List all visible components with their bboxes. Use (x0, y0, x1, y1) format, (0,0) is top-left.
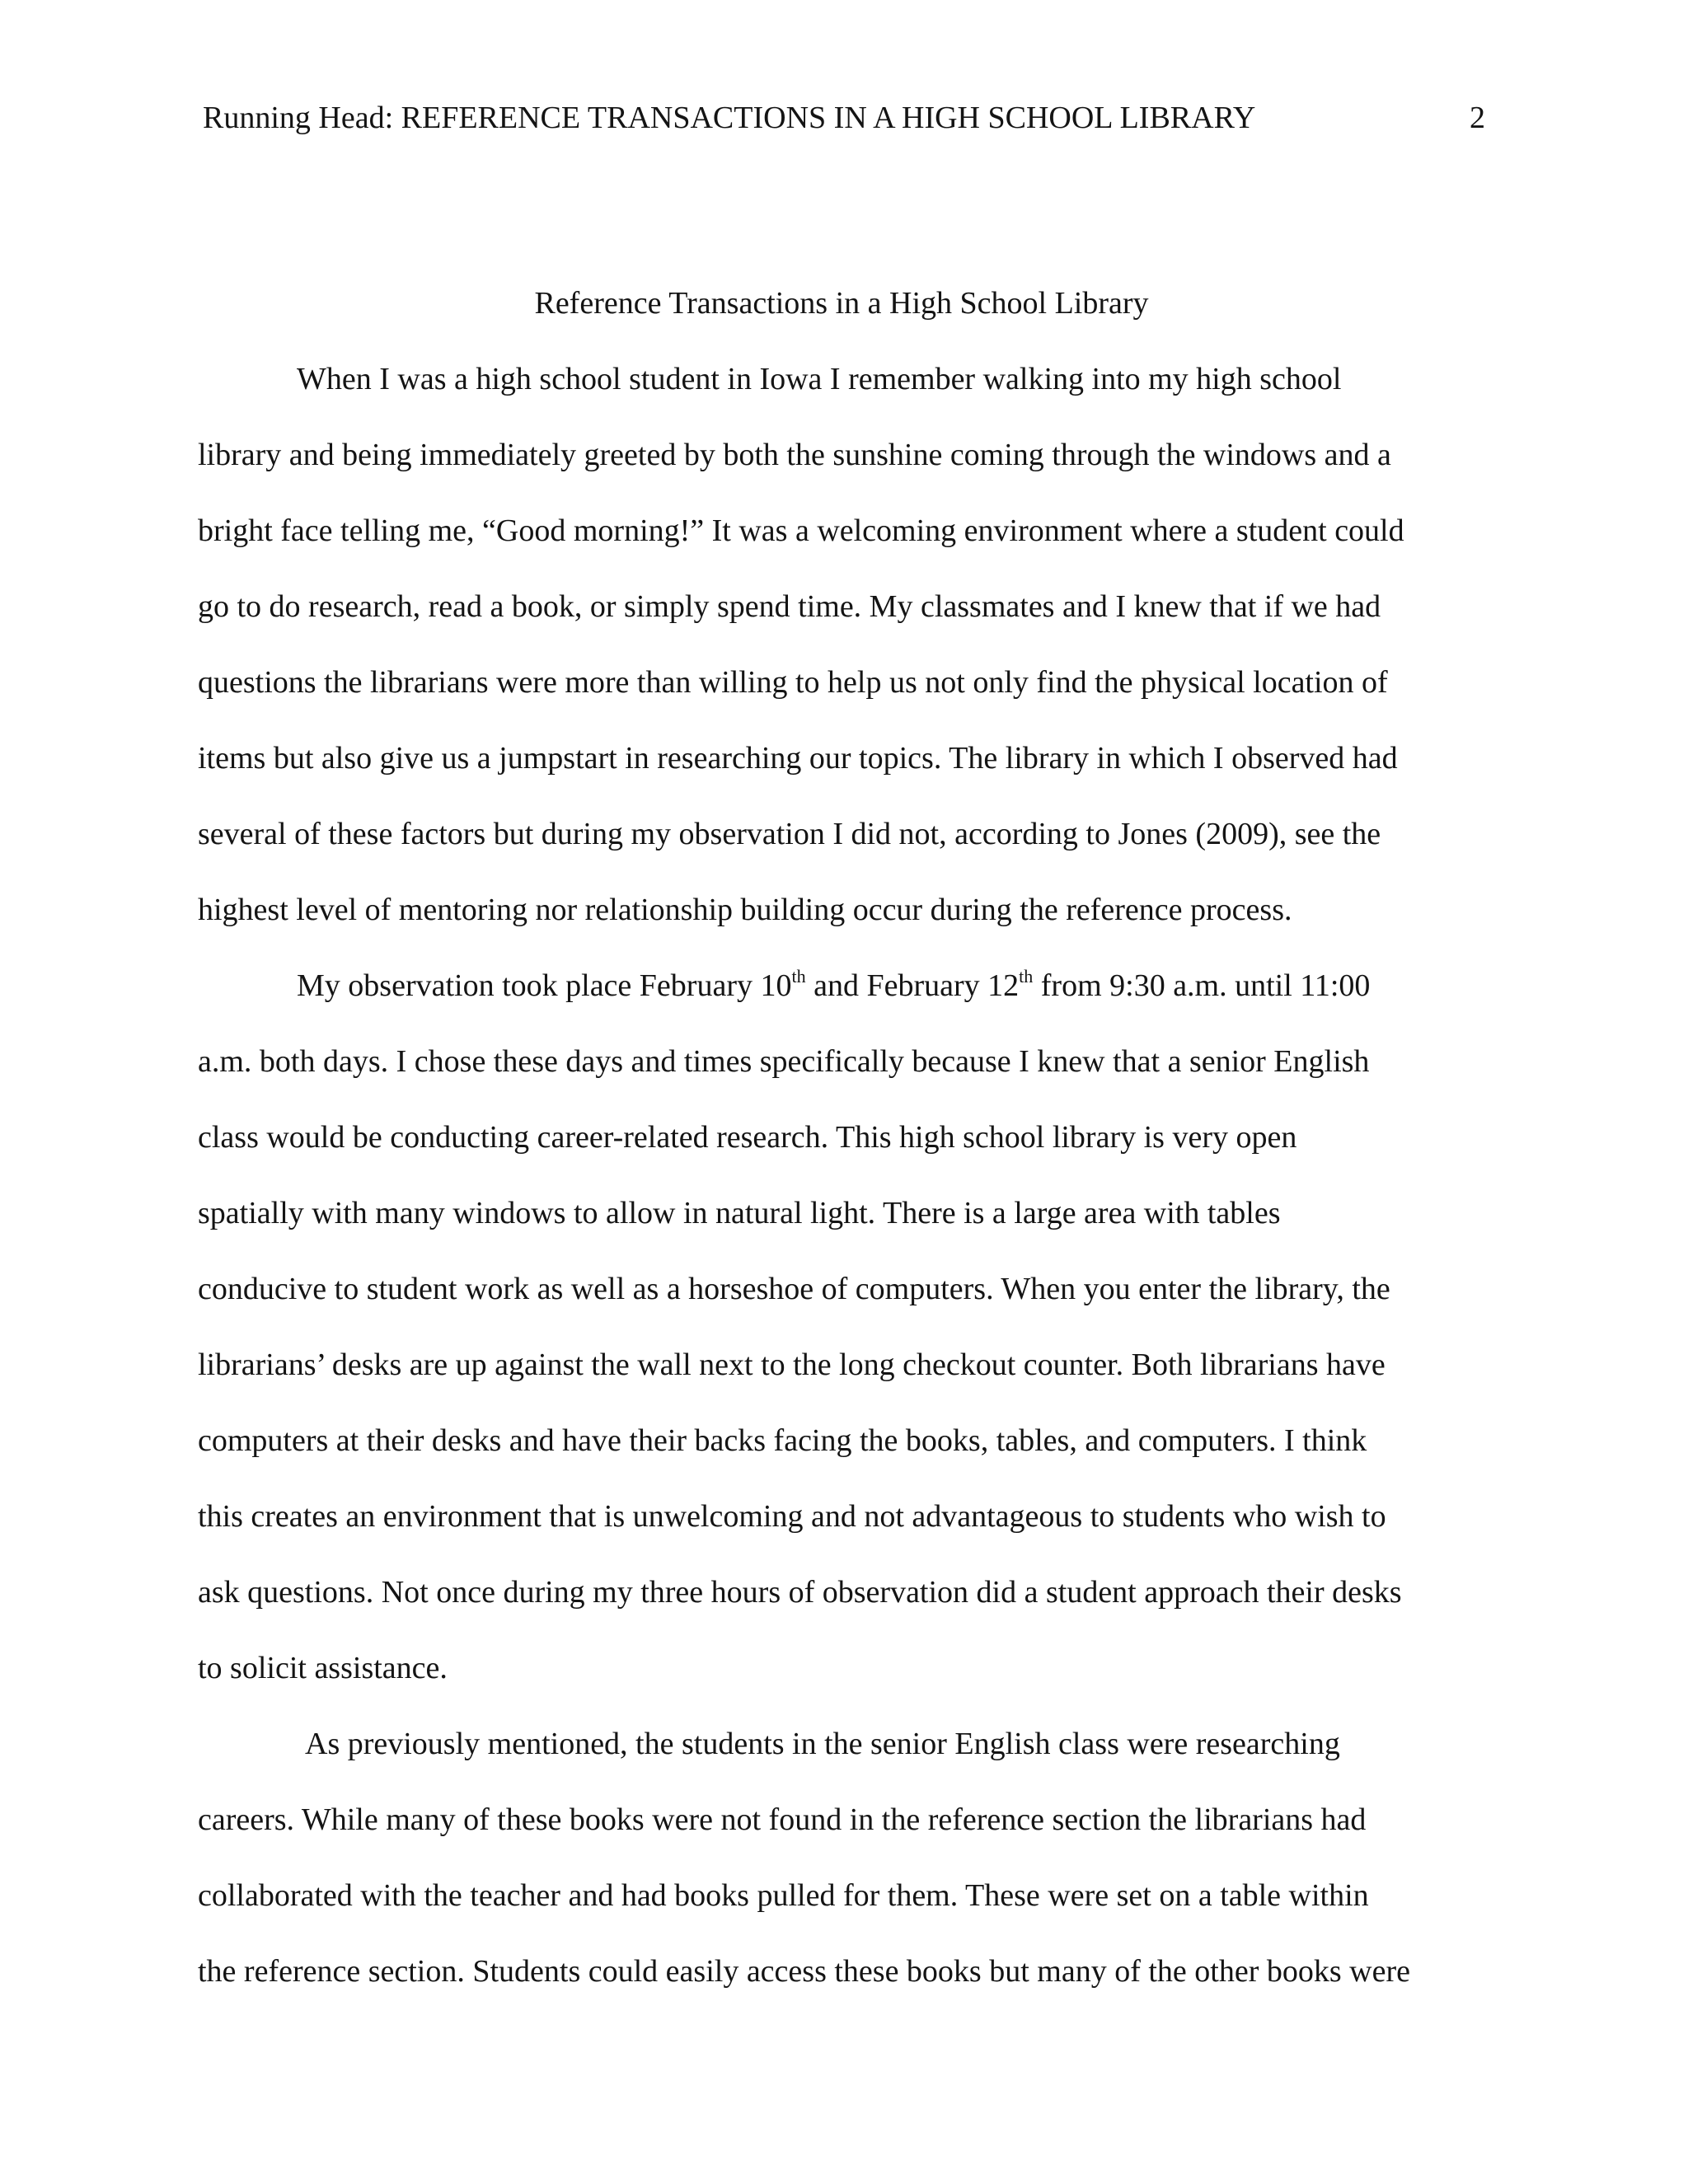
paragraph-line: spatially with many windows to allow in natural light. There is a large area with tables (198, 1196, 1281, 1230)
paragraph-line: this creates an environment that is unwelcoming and not advantageous to students who wish to (198, 1499, 1386, 1534)
paragraph-line: careers. While many of these books were not found in the reference section the librarians had (198, 1802, 1367, 1837)
paragraph-line: a.m. both days. I chose these days and times specifically because I knew that a senior English (198, 1044, 1370, 1079)
paragraph-line: bright face telling me, “Good morning!” It was a welcoming environment where a student could (198, 513, 1404, 548)
document-title: Reference Transactions in a High School Library (534, 286, 1149, 321)
paragraph-line: to solicit assistance. (198, 1651, 448, 1685)
paragraph-line: librarians’ desks are up against the wall next to the long checkout counter. Both librarians have (198, 1347, 1386, 1382)
paragraph-line: ask questions. Not once during my three hours of observation did a student approach their desks (198, 1575, 1402, 1610)
paragraph-2 (198, 948, 1485, 1706)
paragraph-line: collaborated with the teacher and had books pulled for them. These were set on a table within (198, 1878, 1369, 1913)
ordinal-suffix: th (1019, 966, 1034, 987)
paragraph-line: computers at their desks and have their backs facing the books, tables, and computers. I think (198, 1423, 1367, 1458)
paragraph-line: As previously mentioned, the students in the senior English class were researching (305, 1727, 1340, 1761)
paragraph-line: conducive to student work as well as a horseshoe of computers. When you enter the library, the (198, 1272, 1390, 1306)
date-text: My observation took place February 10 (297, 968, 792, 1003)
time-text: from 9:30 a.m. until 11:00 (1033, 968, 1371, 1003)
running-head: Running Head: REFERENCE TRANSACTIONS IN A HIGH SCHOOL LIBRARY (203, 101, 1256, 135)
paragraph-line: highest level of mentoring nor relationship building occur during the reference process. (198, 893, 1292, 927)
ordinal-suffix: th (791, 966, 806, 987)
paragraph-line: items but also give us a jumpstart in researching our topics. The library in which I observed had (198, 741, 1398, 776)
paragraph-line: questions the librarians were more than willing to help us not only find the physical location of (198, 665, 1388, 700)
paragraph-line: class would be conducting career-related research. This high school library is very open (198, 1120, 1297, 1155)
paragraph-line: the reference section. Students could easily access these books but many of the other books were (198, 1954, 1410, 1989)
date-text: and February 12 (805, 968, 1020, 1003)
paragraph-line: When I was a high school student in Iowa I remember walking into my high school (297, 362, 1342, 396)
paragraph-line: library and being immediately greeted by both the sunshine coming through the windows and a (198, 438, 1391, 472)
paragraph-1 (198, 341, 1485, 948)
document-body (198, 265, 1485, 2009)
paragraph-line (198, 948, 1485, 1024)
page-number: 2 (1470, 101, 1485, 135)
page-header (203, 97, 1485, 138)
paragraph-line: several of these factors but during my observation I did not, according to Jones (2009), see the (198, 817, 1381, 851)
paragraph-3 (198, 1706, 1485, 2009)
paragraph-line: go to do research, read a book, or simply spend time. My classmates and I knew that if we had (198, 589, 1381, 624)
